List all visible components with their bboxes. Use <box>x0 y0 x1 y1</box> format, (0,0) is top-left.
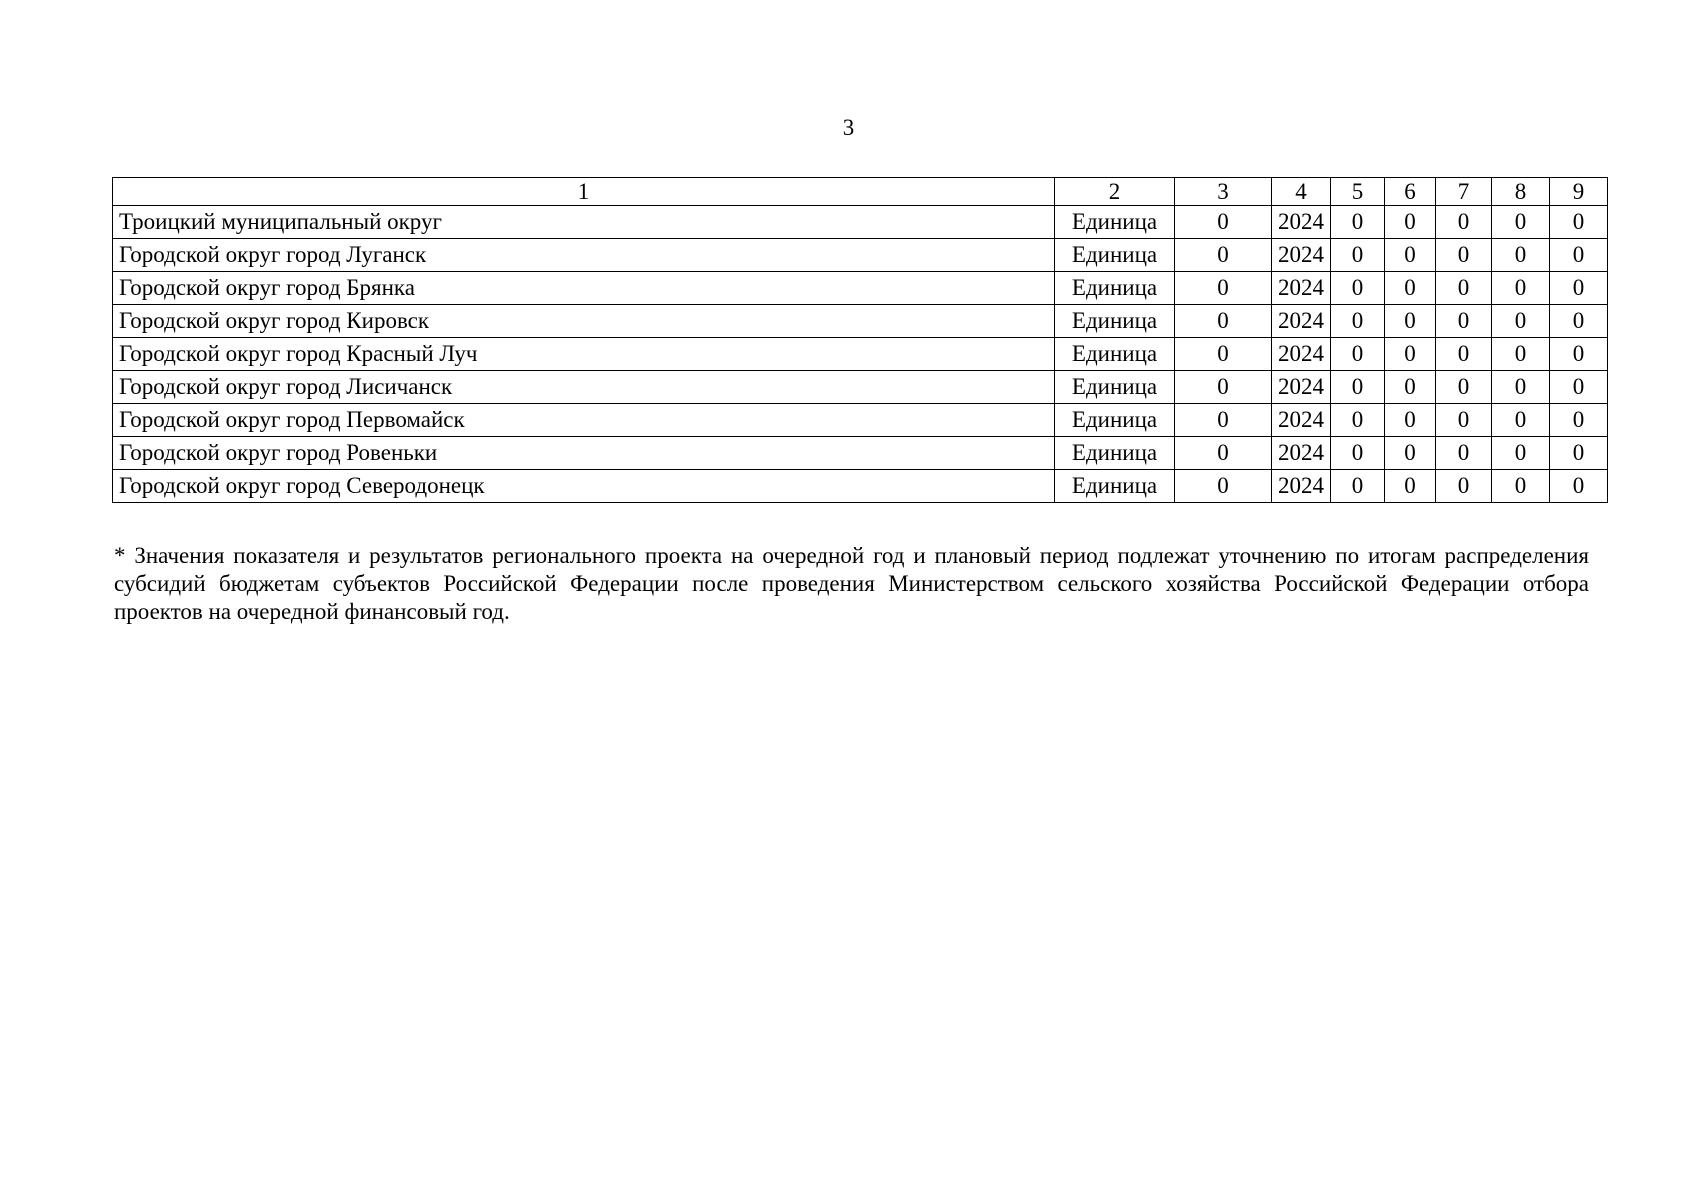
year-cell: 2024 <box>1272 404 1331 437</box>
table-row <box>113 272 1608 305</box>
value-cell: 0 <box>1385 239 1436 272</box>
value-cell: 0 <box>1385 206 1436 239</box>
value-cell: 0 <box>1550 239 1608 272</box>
table-row <box>113 305 1608 338</box>
base-value-cell: 0 <box>1175 404 1272 437</box>
column-header: 1 <box>113 178 1055 206</box>
year-cell: 2024 <box>1272 338 1331 371</box>
column-header: 2 <box>1055 178 1175 206</box>
municipality-name-cell: Городской округ город Брянка <box>113 272 1055 305</box>
municipality-name-cell: Городской округ город Северодонецк <box>113 470 1055 503</box>
year-cell: 2024 <box>1272 470 1331 503</box>
unit-cell: Единица <box>1055 437 1175 470</box>
base-value-cell: 0 <box>1175 338 1272 371</box>
value-cell: 0 <box>1436 305 1492 338</box>
unit-cell: Единица <box>1055 470 1175 503</box>
value-cell: 0 <box>1492 470 1550 503</box>
municipality-name-cell: Городской округ город Луганск <box>113 239 1055 272</box>
year-cell: 2024 <box>1272 371 1331 404</box>
unit-cell: Единица <box>1055 272 1175 305</box>
value-cell: 0 <box>1331 206 1385 239</box>
value-cell: 0 <box>1385 338 1436 371</box>
table-row <box>113 404 1608 437</box>
value-cell: 0 <box>1492 305 1550 338</box>
unit-cell: Единица <box>1055 206 1175 239</box>
year-cell: 2024 <box>1272 437 1331 470</box>
value-cell: 0 <box>1550 206 1608 239</box>
municipality-name-cell: Городской округ город Лисичанск <box>113 371 1055 404</box>
table-row <box>113 338 1608 371</box>
value-cell: 0 <box>1492 437 1550 470</box>
value-cell: 0 <box>1331 470 1385 503</box>
base-value-cell: 0 <box>1175 239 1272 272</box>
value-cell: 0 <box>1550 404 1608 437</box>
value-cell: 0 <box>1436 239 1492 272</box>
base-value-cell: 0 <box>1175 470 1272 503</box>
column-header: 8 <box>1492 178 1550 206</box>
base-value-cell: 0 <box>1175 437 1272 470</box>
municipality-name-cell: Троицкий муниципальный округ <box>113 206 1055 239</box>
table-row <box>113 371 1608 404</box>
page-number: 3 <box>842 115 855 140</box>
column-header: 4 <box>1272 178 1331 206</box>
column-header: 3 <box>1175 178 1272 206</box>
municipality-name-cell: Городской округ город Кировск <box>113 305 1055 338</box>
value-cell: 0 <box>1550 272 1608 305</box>
unit-cell: Единица <box>1055 371 1175 404</box>
municipality-name-cell: Городской округ город Первомайск <box>113 404 1055 437</box>
unit-cell: Единица <box>1055 239 1175 272</box>
column-header: 7 <box>1436 178 1492 206</box>
table-header-row <box>113 178 1608 206</box>
value-cell: 0 <box>1331 404 1385 437</box>
value-cell: 0 <box>1436 206 1492 239</box>
value-cell: 0 <box>1436 272 1492 305</box>
value-cell: 0 <box>1436 338 1492 371</box>
column-header: 9 <box>1550 178 1608 206</box>
base-value-cell: 0 <box>1175 206 1272 239</box>
value-cell: 0 <box>1331 371 1385 404</box>
municipality-name-cell: Городской округ город Ровеньки <box>113 437 1055 470</box>
column-header: 5 <box>1331 178 1385 206</box>
year-cell: 2024 <box>1272 305 1331 338</box>
unit-cell: Единица <box>1055 404 1175 437</box>
value-cell: 0 <box>1331 239 1385 272</box>
value-cell: 0 <box>1492 239 1550 272</box>
value-cell: 0 <box>1385 404 1436 437</box>
value-cell: 0 <box>1550 371 1608 404</box>
base-value-cell: 0 <box>1175 272 1272 305</box>
value-cell: 0 <box>1492 272 1550 305</box>
value-cell: 0 <box>1550 470 1608 503</box>
value-cell: 0 <box>1492 206 1550 239</box>
table-body <box>113 178 1608 503</box>
unit-cell: Единица <box>1055 305 1175 338</box>
value-cell: 0 <box>1385 371 1436 404</box>
value-cell: 0 <box>1436 404 1492 437</box>
value-cell: 0 <box>1331 338 1385 371</box>
year-cell: 2024 <box>1272 206 1331 239</box>
year-cell: 2024 <box>1272 272 1331 305</box>
table-row <box>113 206 1608 239</box>
indicator-table <box>112 177 1608 503</box>
value-cell: 0 <box>1331 305 1385 338</box>
value-cell: 0 <box>1550 338 1608 371</box>
base-value-cell: 0 <box>1175 371 1272 404</box>
year-cell: 2024 <box>1272 239 1331 272</box>
value-cell: 0 <box>1492 404 1550 437</box>
value-cell: 0 <box>1385 305 1436 338</box>
value-cell: 0 <box>1331 437 1385 470</box>
table-row <box>113 470 1608 503</box>
table-row <box>113 239 1608 272</box>
value-cell: 0 <box>1331 272 1385 305</box>
base-value-cell: 0 <box>1175 305 1272 338</box>
value-cell: 0 <box>1436 371 1492 404</box>
value-cell: 0 <box>1492 338 1550 371</box>
value-cell: 0 <box>1550 437 1608 470</box>
municipality-name-cell: Городской округ город Красный Луч <box>113 338 1055 371</box>
footnote: * Значения показателя и результатов регионального проекта на очередной год и плановый период подлежат уточнению по итогам распределения субсидий бюджетам субъектов Российской Федерации после проведения Министерством сельского хозяйства Российской Федерации отбора проектов на очередной финансовый год. <box>114 543 1589 624</box>
value-cell: 0 <box>1385 272 1436 305</box>
value-cell: 0 <box>1436 437 1492 470</box>
table-row <box>113 437 1608 470</box>
value-cell: 0 <box>1550 305 1608 338</box>
value-cell: 0 <box>1436 470 1492 503</box>
column-header: 6 <box>1385 178 1436 206</box>
value-cell: 0 <box>1385 437 1436 470</box>
value-cell: 0 <box>1492 371 1550 404</box>
value-cell: 0 <box>1385 470 1436 503</box>
unit-cell: Единица <box>1055 338 1175 371</box>
